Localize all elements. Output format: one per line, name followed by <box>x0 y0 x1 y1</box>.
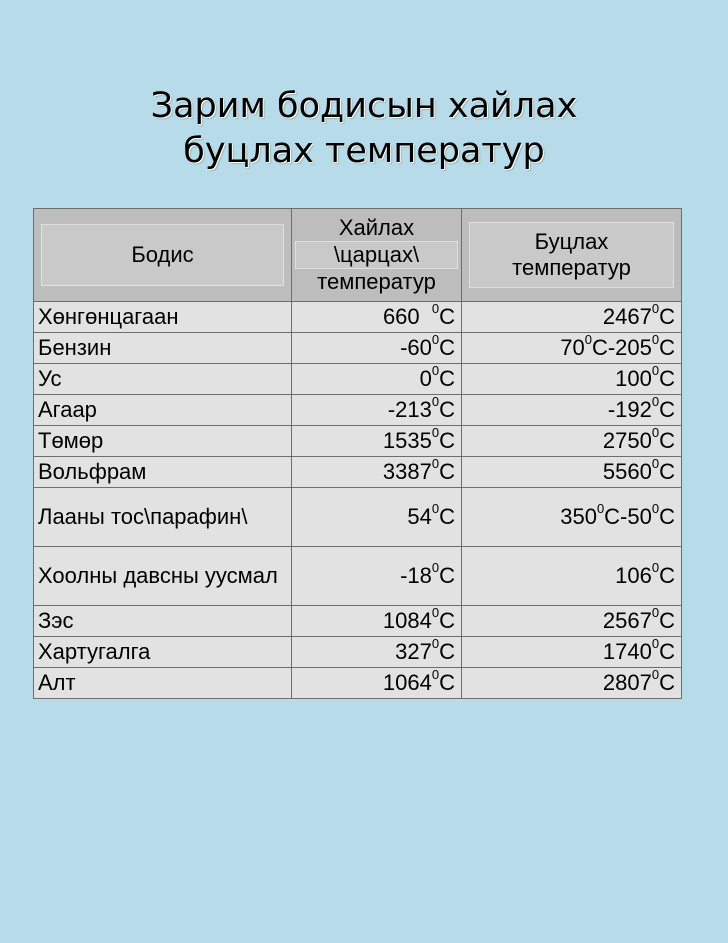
melting-temp <box>292 395 462 426</box>
header-melting-line-3: температур <box>317 269 436 294</box>
temp-unit: C <box>659 366 675 391</box>
melting-temp <box>292 606 462 637</box>
title-line-2: буцлах температур <box>183 131 545 171</box>
header-melting-line-1: Хайлах <box>338 215 415 240</box>
table-row <box>34 637 682 668</box>
melting-temp <box>292 547 462 606</box>
temp-unit: C <box>439 335 455 360</box>
substance-name: Зэс <box>34 606 292 637</box>
temp-value: 2567 <box>602 608 652 633</box>
boiling-temp <box>462 606 682 637</box>
temp-value: 205 <box>615 335 652 360</box>
degree-mark: 0 <box>431 667 440 682</box>
table-row <box>34 395 682 426</box>
boiling-temp <box>462 426 682 457</box>
temp-value: -18 <box>400 563 432 588</box>
substance-name: Бензин <box>34 333 292 364</box>
header-row <box>34 209 682 302</box>
degree-mark: 0 <box>431 363 440 378</box>
temp-value: -192 <box>607 397 652 422</box>
boiling-temp <box>462 333 682 364</box>
temp-unit: C <box>439 397 455 422</box>
degree-mark: 0 <box>431 501 440 516</box>
boiling-temp <box>462 547 682 606</box>
boiling-temp <box>462 302 682 333</box>
header-melting-line-2: \царцах\ <box>295 241 458 269</box>
temp-value: 1535 <box>382 428 432 453</box>
table-row <box>34 457 682 488</box>
degree-mark: 0 <box>651 456 660 471</box>
boiling-temp <box>462 395 682 426</box>
temp-unit: C <box>659 504 675 529</box>
temp-value: -60 <box>400 335 432 360</box>
header-substance <box>34 209 292 302</box>
temp-unit: C <box>659 428 675 453</box>
temp-value: 1064 <box>382 670 432 695</box>
degree-mark: 0 <box>431 301 440 316</box>
temperature-table <box>33 208 682 699</box>
substance-name: Лааны тос\парафин\ <box>34 488 292 547</box>
temp-unit: C <box>439 563 455 588</box>
temp-value: 350 <box>560 504 597 529</box>
table-row <box>34 364 682 395</box>
substance-name: Агаар <box>34 395 292 426</box>
header-boiling <box>462 209 682 302</box>
header-substance-label: Бодис <box>41 224 284 286</box>
boiling-temp <box>462 457 682 488</box>
temp-unit: C <box>659 304 675 329</box>
table-row <box>34 302 682 333</box>
melting-temp <box>292 426 462 457</box>
degree-mark: 0 <box>431 425 440 440</box>
degree-mark: 0 <box>651 301 660 316</box>
degree-mark: 0 <box>431 394 440 409</box>
melting-temp <box>292 637 462 668</box>
page-title <box>0 84 728 174</box>
temp-unit: C <box>439 639 455 664</box>
degree-mark: 0 <box>431 636 440 651</box>
degree-mark: 0 <box>596 501 605 516</box>
table-row <box>34 488 682 547</box>
degree-mark: 0 <box>431 560 440 575</box>
temp-unit: C <box>659 563 675 588</box>
temp-unit: C <box>439 608 455 633</box>
boiling-temp <box>462 637 682 668</box>
temp-unit: C <box>439 366 455 391</box>
boiling-temp <box>462 668 682 699</box>
temp-value: 5560 <box>602 459 652 484</box>
degree-mark: 0 <box>431 456 440 471</box>
temp-unit: C- <box>604 504 628 529</box>
table-row <box>34 333 682 364</box>
temp-value: 50 <box>627 504 652 529</box>
substance-name: Хартугалга <box>34 637 292 668</box>
temp-unit: C- <box>591 335 616 360</box>
degree-mark: 0 <box>651 363 660 378</box>
temp-value: 2467 <box>602 304 652 329</box>
melting-temp <box>292 333 462 364</box>
degree-mark: 0 <box>651 501 660 516</box>
temp-unit: C <box>659 335 675 360</box>
melting-temp <box>292 457 462 488</box>
table-row <box>34 606 682 637</box>
melting-temp <box>292 364 462 395</box>
temp-unit: C <box>659 670 675 695</box>
temp-unit: C <box>439 304 455 329</box>
table-row <box>34 547 682 606</box>
melting-temp <box>292 668 462 699</box>
temp-unit: C <box>439 428 455 453</box>
table-row <box>34 668 682 699</box>
degree-mark: 0 <box>651 425 660 440</box>
substance-name: Хоолны давсны уусмал <box>34 547 292 606</box>
table-row <box>34 426 682 457</box>
temp-value: -213 <box>387 397 432 422</box>
temp-unit: C <box>659 459 675 484</box>
degree-mark: 0 <box>651 605 660 620</box>
header-boiling-line-2: температур <box>512 255 631 280</box>
temp-unit: C <box>659 608 675 633</box>
degree-mark: 0 <box>651 667 660 682</box>
substance-name: Алт <box>34 668 292 699</box>
substance-name: Хөнгөнцагаан <box>34 302 292 333</box>
temp-value: 54 <box>407 504 432 529</box>
degree-mark: 0 <box>651 636 660 651</box>
degree-mark: 0 <box>651 560 660 575</box>
temp-value: 1740 <box>602 639 652 664</box>
temp-unit: C <box>659 397 675 422</box>
temp-value: 106 <box>615 563 652 588</box>
temp-value: 1084 <box>382 608 432 633</box>
title-line-1: Зарим бодисын хайлах <box>150 86 578 126</box>
temp-unit: C <box>439 504 455 529</box>
substance-name: Ус <box>34 364 292 395</box>
temp-unit: C <box>659 639 675 664</box>
boiling-temp <box>462 364 682 395</box>
melting-temp <box>292 302 462 333</box>
header-boiling-line-1: Буцлах <box>534 229 609 254</box>
temp-value: 0 <box>419 366 432 391</box>
temp-value: 327 <box>395 639 432 664</box>
substance-name: Вольфрам <box>34 457 292 488</box>
temp-value: 3387 <box>382 459 432 484</box>
degree-mark: 0 <box>651 394 660 409</box>
substance-name: Төмөр <box>34 426 292 457</box>
degree-mark: 0 <box>431 332 440 347</box>
temp-unit: C <box>439 670 455 695</box>
degree-mark: 0 <box>651 332 660 347</box>
header-melting <box>292 209 462 302</box>
temp-value: 2807 <box>602 670 652 695</box>
temp-value: 2750 <box>602 428 652 453</box>
melting-temp <box>292 488 462 547</box>
temp-value: 70 <box>560 335 585 360</box>
temp-value: 660 <box>382 304 432 329</box>
degree-mark: 0 <box>584 332 592 347</box>
temp-value: 100 <box>615 366 652 391</box>
boiling-temp <box>462 488 682 547</box>
temp-unit: C <box>439 459 455 484</box>
degree-mark: 0 <box>431 605 440 620</box>
